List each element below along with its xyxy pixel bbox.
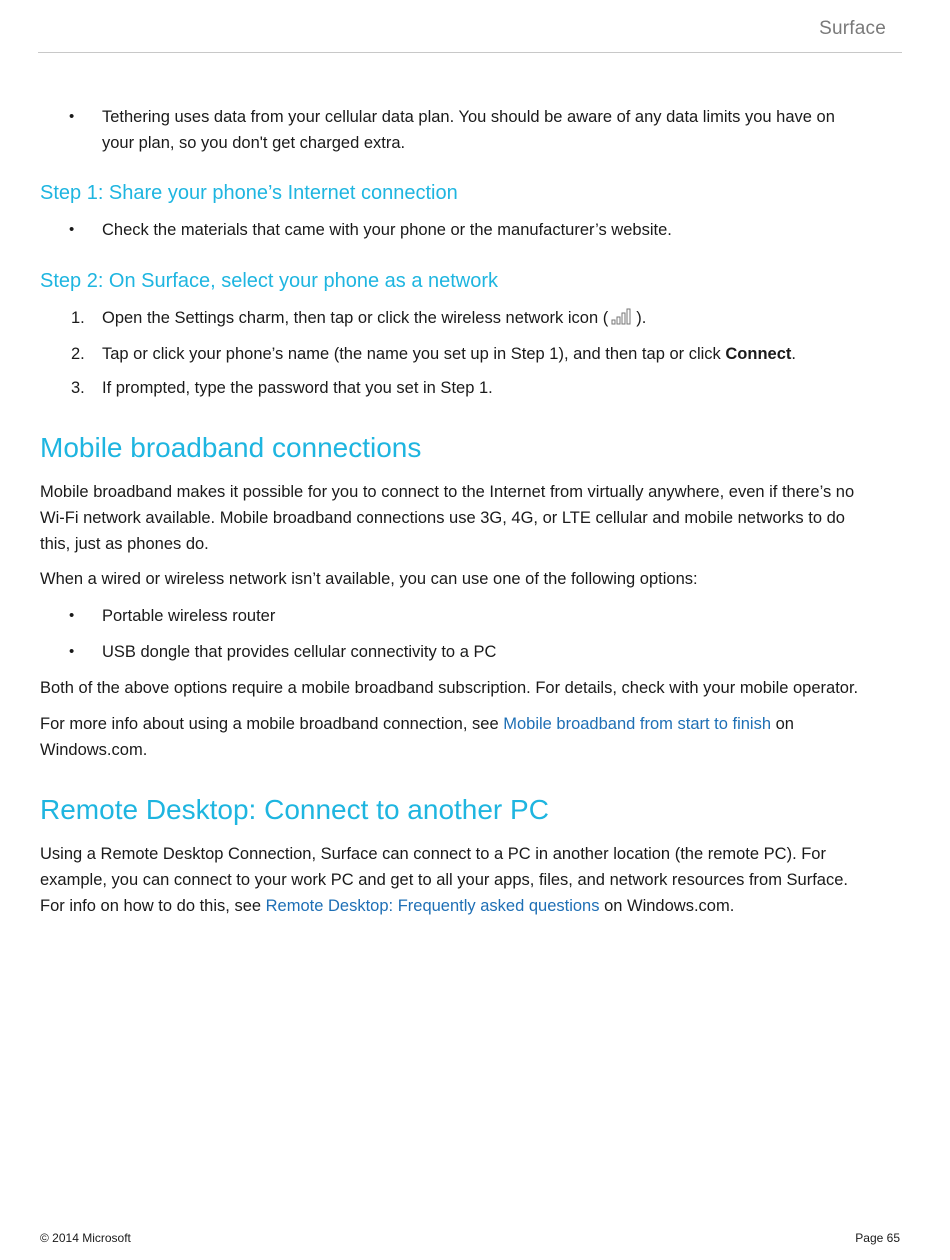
connect-label: Connect <box>725 345 792 363</box>
item-text-end: . <box>791 345 796 363</box>
step2-heading: Step 2: On Surface, select your phone as a network <box>40 270 499 292</box>
remote-line-3-end: on Windows.com. <box>599 897 735 915</box>
mobile-line-3: this, just as phones do. <box>40 535 209 553</box>
bullet-marker: • <box>69 607 75 624</box>
remote-line-3: For info on how to do this, see <box>40 897 266 915</box>
intro-line-2: your plan, so you don't get charged extra. <box>102 134 406 152</box>
bullet-marker: • <box>69 221 75 238</box>
remote-paragraph <box>40 841 902 919</box>
intro-line-1: Tethering uses data from your cellular data plan. You should be aware of any data limits you have on <box>102 108 835 126</box>
step1-heading: Step 1: Share your phone’s Internet connection <box>40 182 458 204</box>
numbered-item <box>40 341 902 367</box>
bullet-marker: • <box>69 108 75 125</box>
remote-desktop-faq-link[interactable]: Remote Desktop: Frequently asked questions <box>265 897 600 915</box>
option-text: USB dongle that provides cellular connectivity to a PC <box>102 643 497 661</box>
item-number: 2. <box>71 345 85 363</box>
list-item <box>40 603 902 629</box>
bullet-marker: • <box>69 643 75 660</box>
copyright: © 2014 Microsoft <box>40 1231 131 1245</box>
mobile-line-1: Mobile broadband makes it possible for you to connect to the Internet from virtually anywhere, even if there’s no <box>40 483 855 501</box>
step1-bullet-text: Check the materials that came with your phone or the manufacturer’s website. <box>102 221 672 239</box>
item-text: Open the Settings charm, then tap or click the wireless network icon ( <box>102 309 609 327</box>
page-content <box>40 104 902 919</box>
item-number: 1. <box>71 309 85 327</box>
numbered-item <box>40 305 902 333</box>
header-divider <box>38 52 902 53</box>
mobile-line-2: Wi-Fi network available. Mobile broadband connections use 3G, 4G, or LTE cellular and mobile networks to do <box>40 509 845 527</box>
numbered-item <box>40 375 902 401</box>
remote-line-2: example, you can connect to your work PC and get to all your apps, files, and network resources from Surface. <box>40 871 848 889</box>
mobile-paragraph-1 <box>40 479 902 557</box>
mobile-paragraph-4 <box>40 711 902 763</box>
brand-logo: Surface <box>819 18 886 39</box>
mobile-heading: Mobile broadband connections <box>40 432 422 463</box>
list-item <box>40 104 902 156</box>
para4-text-end: on <box>771 715 794 733</box>
remote-line-1: Using a Remote Desktop Connection, Surface can connect to a PC in another location (the remote PC). For <box>40 845 826 863</box>
mobile-broadband-link[interactable]: Mobile broadband from start to finish <box>503 715 772 733</box>
mobile-paragraph-3: Both of the above options require a mobile broadband subscription. For details, check with your mobile operator. <box>40 679 859 697</box>
para4-text: For more info about using a mobile broadband connection, see <box>40 715 504 733</box>
option-text: Portable wireless router <box>102 607 276 625</box>
item-text: If prompted, type the password that you set in Step 1. <box>102 379 493 397</box>
list-item <box>40 639 902 665</box>
list-item <box>40 217 902 243</box>
item-text-end: ). <box>636 309 647 327</box>
page-number: Page 65 <box>855 1231 900 1245</box>
para4-line-2: Windows.com. <box>40 741 148 759</box>
wireless-network-icon <box>611 307 633 333</box>
item-text: Tap or click your phone’s name (the name you set up in Step 1), and then tap or click <box>102 345 726 363</box>
mobile-paragraph-2: When a wired or wireless network isn’t available, you can use one of the following options: <box>40 570 698 588</box>
remote-heading: Remote Desktop: Connect to another PC <box>40 794 549 825</box>
item-number: 3. <box>71 379 85 397</box>
